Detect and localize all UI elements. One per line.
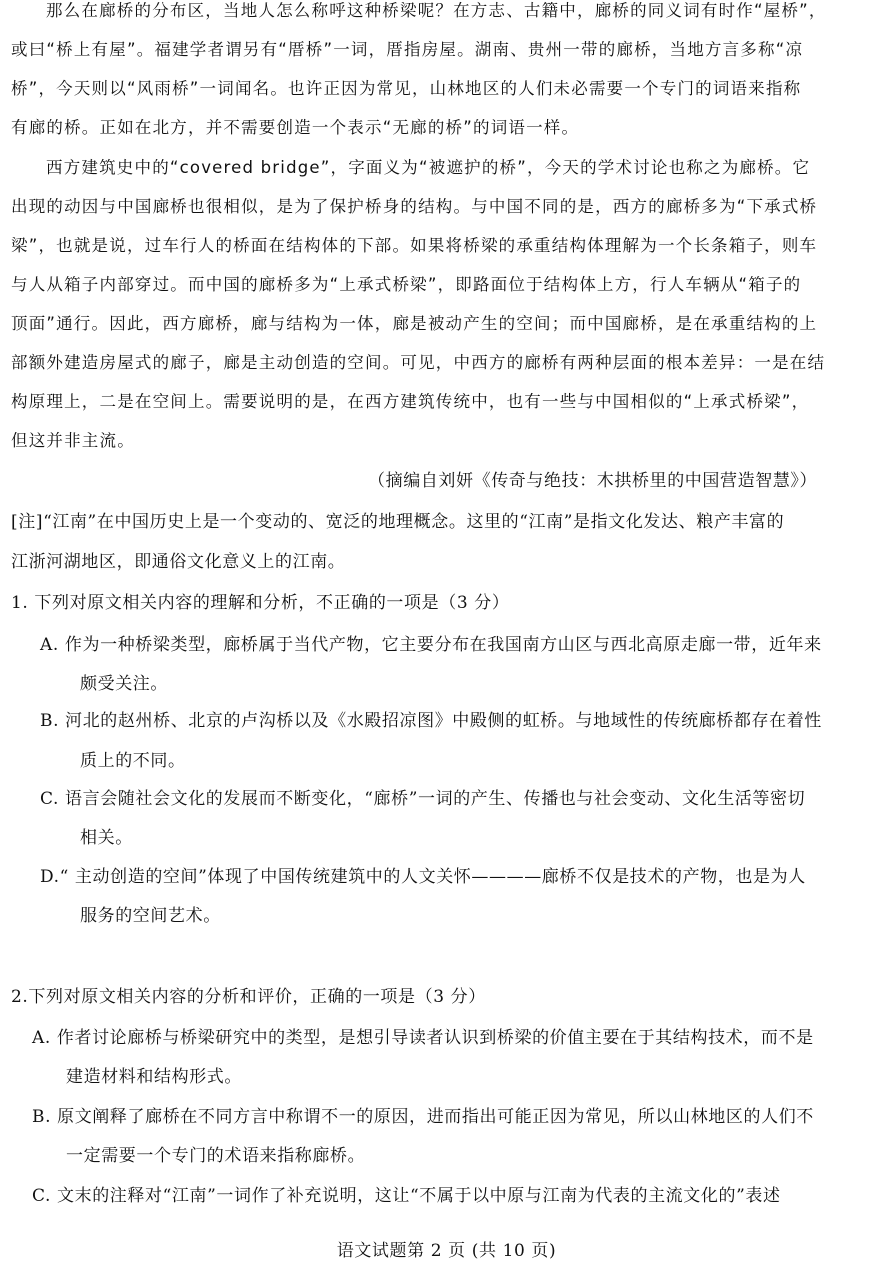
passage-p2-line-5: 顶面”通行。因此，西方廊桥，廊与结构为一体，廊是被动产生的空间；而中国廊桥，是在承重结构的上 [11, 314, 818, 333]
q1-option-a-line-1: A. 作为一种桥梁类型，廊桥属于当代产物，它主要分布在我国南方山区与西北高原走廊一带，近年来 [40, 635, 822, 655]
q2-option-b-line-1: B. 原文阐释了廊桥在不同方言中称谓不一的原因，进而指出可能正因为常见，所以山林地区的人们不 [32, 1107, 814, 1127]
passage-p2-line-2: 出现的动因与中国廊桥也很相似，是为了保护桥身的结构。与中国不同的是，西方的廊桥多为“下承式桥 [11, 197, 818, 216]
q2-option-a-line-1: A. 作者讨论廊桥与桥梁研究中的类型，是想引导读者认识到桥梁的价值主要在于其结构技术，而不是 [32, 1028, 814, 1048]
q1-option-c-line-2: 相关。 [80, 828, 133, 848]
passage-p1-line-2: 或曰“桥上有屋”。福建学者谓另有“厝桥”一词，厝指房屋。湖南、贵州一带的廊桥，当地方言多称“凉 [11, 40, 804, 59]
q2-option-a-line-2: 建造材料和结构形式。 [66, 1067, 242, 1087]
passage-p2-line-8: 但这并非主流。 [11, 431, 135, 450]
passage-p2-line-4: 与人从箱子内部穿过。而中国的廊桥多为“上承式桥梁”，即路面位于结构体上方，行人车辆从“箱子的 [11, 275, 802, 294]
q1-option-b-line-1: B. 河北的赵州桥、北京的卢沟桥以及《水殿招凉图》中殿侧的虹桥。与地域性的传统廊桥都存在着性 [40, 711, 822, 731]
q1-option-c-line-1: C. 语言会随社会文化的发展而不断变化，“廊桥”一词的产生、传播也与社会变动、文化生活等密切 [40, 789, 806, 809]
q1-option-b-line-2: 质上的不同。 [80, 751, 186, 771]
passage-p1-line-1: 那么在廊桥的分布区，当地人怎么称呼这种桥梁呢？在方志、古籍中，廊桥的同义词有时作“屋桥”， [46, 1, 827, 20]
q1-option-d-line-1: D.“ 主动创造的空间”体现了中国传统建筑中的人文关怀————廊桥不仅是技术的产物，也是为人 [40, 867, 806, 887]
q1-option-a-line-2: 颇受关注。 [80, 674, 168, 694]
q1-option-d-line-2: 服务的空间艺术。 [80, 906, 221, 926]
q2-option-c-line-1: C. 文末的注释对“江南”一词作了补充说明，这让“不属于以中原与江南为代表的主流文化的”表述 [32, 1186, 781, 1206]
passage-p1-line-4: 有廊的桥。正如在北方，并不需要创造一个表示“无廊的桥”的词语一样。 [11, 118, 580, 137]
note-line-2: 江浙河湖地区，即通俗文化意义上的江南。 [11, 552, 346, 572]
note-line-1: [注]“江南”在中国历史上是一个变动的、宽泛的地理概念。这里的“江南”是指文化发达、粮产丰富的 [11, 512, 785, 532]
passage-p2-line-7: 构原理上，二是在空间上。需要说明的是，在西方建筑传统中，也有一些与中国相似的“上承式桥梁”， [11, 392, 810, 411]
page-footer: 语文试题第 2 页 (共 10 页) [336, 1241, 557, 1261]
passage-p2-line-6: 部额外建造房屋式的廊子，廊是主动创造的空间。可见，中西方的廊桥有两种层面的根本差异：一是在结 [11, 353, 826, 372]
question-1-stem: 1. 下列对原文相关内容的理解和分析，不正确的一项是（3 分） [11, 593, 510, 613]
question-2-stem: 2.下列对原文相关内容的分析和评价，正确的一项是（3 分） [11, 987, 486, 1007]
source-citation: （摘编自刘妍《传奇与绝技：木拱桥里的中国营造智慧》） [368, 471, 818, 491]
passage-p2-line-1: 西方建筑史中的“covered bridge”，字面义为“被遮护的桥”，今天的学术讨论也称之为廊桥。它 [46, 158, 811, 177]
passage-p1-line-3: 桥”，今天则以“风雨桥”一词闻名。也许正因为常见，山林地区的人们未必需要一个专门的词语来指称 [11, 79, 802, 98]
q2-option-b-line-2: 一定需要一个专门的术语来指称廊桥。 [66, 1146, 366, 1166]
passage-p2-line-3: 梁”，也就是说，过车行人的桥面在结构体的下部。如果将桥梁的承重结构体理解为一个长条箱子，则车 [11, 236, 818, 255]
